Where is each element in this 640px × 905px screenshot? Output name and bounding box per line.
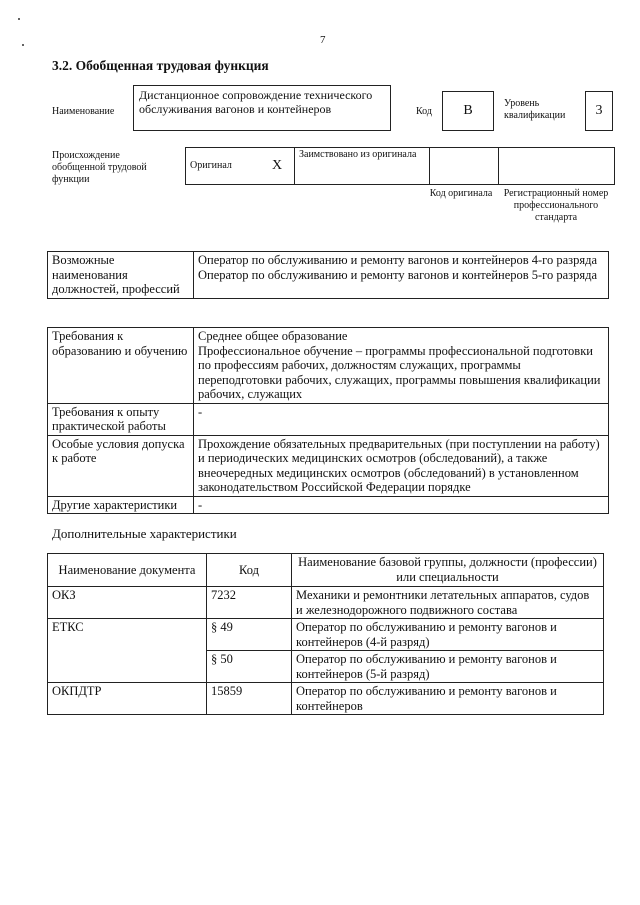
header-name: Наименование базовой группы, должности (профессии) или специальности — [292, 554, 604, 587]
requirement-row — [48, 403, 609, 435]
origin-code-cell — [430, 148, 499, 185]
doc-cell: ЕТКС — [48, 619, 207, 683]
requirement-label: Требования к опыту практической работы — [48, 403, 194, 435]
name-label: Наименование — [52, 106, 115, 117]
origin-reg-cell — [499, 148, 615, 185]
positions-values — [194, 252, 609, 299]
level-label: Уровень квалификации — [504, 98, 566, 121]
header-doc: Наименование документа — [48, 554, 207, 587]
requirement-row — [48, 496, 609, 514]
page-number: 7 — [320, 34, 326, 46]
positions-label: Возможные наименования должностей, профессий — [48, 252, 194, 299]
code-cell: 7232 — [207, 587, 292, 619]
requirement-row — [48, 328, 609, 404]
reg-caption: Регистрационный номер профессионального стандарта — [503, 188, 609, 223]
additional-table — [47, 553, 604, 715]
scan-speck — [18, 18, 20, 20]
code-cell: 15859 — [207, 683, 292, 715]
requirement-value: Среднее общее образование Профессиональное обучение – программы профессиональной подготовки по профессиям рабочих, должностям служащих, программы переподготовки рабочих, служащих, программы повышения квалификации рабочих, служащих — [194, 328, 609, 404]
requirement-row — [48, 435, 609, 496]
doc-cell: ОКПДТР — [48, 683, 207, 715]
section-title: 3.2. Обобщенная трудовая функция — [52, 58, 269, 73]
code-label: Код — [416, 106, 432, 117]
origin-label: Происхождение обобщенной трудовой функции — [52, 150, 147, 185]
name-cell: Оператор по обслуживанию и ремонту вагонов и контейнеров — [292, 683, 604, 715]
original-label: Оригинал — [186, 148, 269, 185]
name-cell: Механики и ремонтники летательных аппаратов, судов и железнодорожного подвижного состава — [292, 587, 604, 619]
additional-header-row — [48, 554, 604, 587]
table-row — [48, 587, 604, 619]
borrowed-label: Заимствовано из оригинала — [295, 148, 430, 185]
code-cell: § 50 — [207, 651, 292, 683]
table-row — [48, 683, 604, 715]
level-value-box — [585, 91, 613, 131]
position-item: Оператор по обслуживанию и ремонту вагонов и контейнеров 4-го разряда — [198, 253, 598, 267]
requirement-value: - — [194, 496, 609, 514]
name-cell: Оператор по обслуживанию и ремонту вагонов и контейнеров (5-й разряд) — [292, 651, 604, 683]
requirement-label: Другие характеристики — [48, 496, 194, 514]
origin-table — [185, 147, 615, 185]
function-name: Дистанционное сопровождение технического обслуживания вагонов и контейнеров — [139, 88, 373, 116]
requirement-label: Требования к образованию и обучению — [48, 328, 194, 404]
code-value-box — [442, 91, 494, 131]
table-row — [48, 619, 604, 651]
additional-title: Дополнительные характеристики — [52, 526, 237, 541]
name-cell: Оператор по обслуживанию и ремонту вагонов и контейнеров (4-й разряд) — [292, 619, 604, 651]
requirement-value: Прохождение обязательных предварительных (при поступлении на работу) и периодических медицинских осмотров (обследований), а также внеочередных медицинских осмотров (обследований) в установленном законодательством Российской Федерации порядке — [194, 435, 609, 496]
code-caption: Код оригинала — [429, 188, 493, 199]
original-mark: X — [268, 148, 295, 185]
requirement-label: Особые условия допуска к работе — [48, 435, 194, 496]
position-item: Оператор по обслуживанию и ремонту вагонов и контейнеров 5-го разряда — [198, 267, 598, 282]
function-name-box — [133, 85, 391, 131]
doc-cell: ОКЗ — [48, 587, 207, 619]
scan-speck — [22, 44, 24, 46]
positions-table — [47, 251, 609, 299]
header-code: Код — [207, 554, 292, 587]
code-value: В — [463, 103, 473, 118]
requirement-value: - — [194, 403, 609, 435]
code-cell: § 49 — [207, 619, 292, 651]
level-value: 3 — [595, 103, 603, 118]
requirements-table — [47, 327, 609, 514]
